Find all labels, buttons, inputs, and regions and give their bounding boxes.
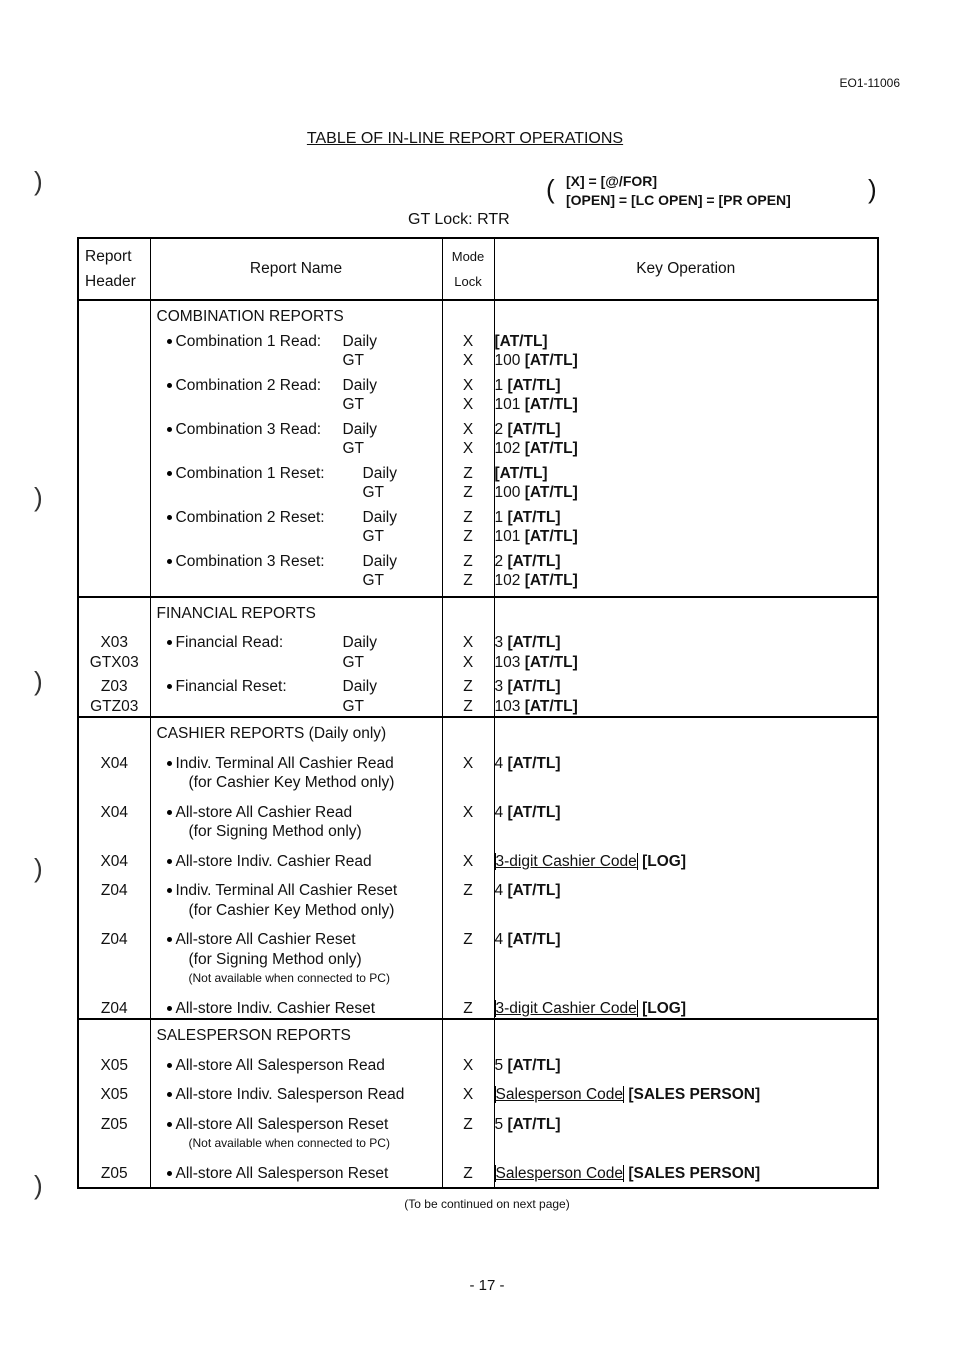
legend-close-paren: ) bbox=[868, 174, 877, 204]
document-id: EO1-11006 bbox=[839, 76, 900, 90]
bullet-icon bbox=[167, 1006, 172, 1011]
legend-line-1: [X] = [@/FOR] bbox=[566, 173, 658, 189]
report-header-cell bbox=[78, 300, 150, 597]
key-operation-cell: 3 [AT/TL] 103 [AT/TL] 3 [AT/TL] 103 [AT/TL] bbox=[494, 597, 878, 718]
bullet-icon bbox=[167, 810, 172, 815]
code-bracket bbox=[637, 853, 638, 870]
code-bracket bbox=[623, 1086, 624, 1103]
combination-1-reset: Combination 1 Reset: Daily GT bbox=[157, 464, 442, 503]
continued-note: (To be continued on next page) bbox=[404, 1197, 570, 1211]
report-name-cell bbox=[150, 1019, 442, 1188]
section-salesperson-reports bbox=[78, 1019, 878, 1188]
legend-line-2: [OPEN] = [LC OPEN] = [PR OPEN] bbox=[566, 192, 791, 208]
mode-lock-cell: X X X X X X Z Z Z Z Z Z bbox=[442, 300, 494, 597]
bullet-icon bbox=[167, 559, 172, 564]
bullet-icon bbox=[167, 1063, 172, 1068]
combination-2-reset: Combination 2 Reset: Daily GT bbox=[157, 508, 442, 547]
cashier-all-store-indiv-reset: All-store Indiv. Cashier Reset bbox=[157, 999, 442, 1019]
salesperson-indiv-read: All-store Indiv. Salesperson Read bbox=[157, 1085, 442, 1105]
binding-mark: ) bbox=[34, 853, 43, 883]
bullet-icon bbox=[167, 640, 172, 645]
col-header-report-header: Report Header bbox=[78, 238, 150, 300]
legend-open-paren: ( bbox=[546, 174, 555, 204]
section-title: COMBINATION REPORTS bbox=[156, 308, 344, 325]
cashier-all-store-read: All-store All Cashier Read (for Signing Method only) bbox=[157, 803, 442, 842]
key-operation-cell: [AT/TL] 100 [AT/TL] 1 [AT/TL] 101 [AT/TL] 2 [AT/TL] 102 [AT/TL] [AT/TL] 100 [AT/TL] 1 [AT/TL] 101 [AT/TL] 2 [AT/TL] 102 [AT/TL] bbox=[494, 300, 878, 597]
bullet-icon bbox=[167, 888, 172, 893]
combination-2-read: Combination 2 Read: Daily GT bbox=[157, 376, 442, 415]
section-title: SALESPERSON REPORTS bbox=[156, 1027, 351, 1044]
salesperson-all-reset: All-store All Salesperson Reset (Not available when connected to PC) bbox=[157, 1115, 442, 1154]
report-name-cell bbox=[150, 597, 442, 718]
section-combination-reports bbox=[78, 300, 878, 597]
binding-mark: ) bbox=[34, 166, 43, 196]
bullet-icon bbox=[167, 859, 172, 864]
table-header-row bbox=[78, 238, 878, 300]
bullet-icon bbox=[167, 684, 172, 689]
page-number: - 17 - bbox=[469, 1277, 505, 1294]
bullet-icon bbox=[167, 339, 172, 344]
binding-mark: ) bbox=[34, 666, 43, 696]
col-header-report-name: Report Name bbox=[150, 238, 442, 300]
col-header-key-operation: Key Operation bbox=[494, 238, 878, 300]
gt-lock-label: GT Lock: RTR bbox=[408, 211, 510, 228]
bullet-icon bbox=[167, 1171, 172, 1176]
key-operation-cell: 5 [AT/TL] Salesperson Code [SALES PERSON] 5 [AT/TL] Salesperson Code [SALES PERSON] bbox=[494, 1019, 878, 1188]
col-header-mode-lock: Mode Lock bbox=[442, 238, 494, 300]
page-title: TABLE OF IN-LINE REPORT OPERATIONS bbox=[306, 130, 624, 147]
report-operations-table bbox=[77, 237, 879, 1189]
key-legend bbox=[566, 172, 791, 210]
combination-3-reset: Combination 3 Reset: Daily GT bbox=[157, 552, 442, 591]
cashier-all-store-reset: All-store All Cashier Reset (for Signing Method only) (Not available when connected to PC) bbox=[157, 930, 442, 989]
mode-lock-cell: X X X Z Z Z bbox=[442, 717, 494, 1019]
combination-3-read: Combination 3 Read: Daily GT bbox=[157, 420, 442, 459]
combination-1-read: Combination 1 Read: Daily GT bbox=[157, 332, 442, 371]
salesperson-all-read: All-store All Salesperson Read bbox=[157, 1056, 442, 1076]
section-title: CASHIER REPORTS (Daily only) bbox=[156, 725, 387, 742]
mode-lock-cell: X X Z Z bbox=[442, 597, 494, 718]
cashier-all-store-indiv-read: All-store Indiv. Cashier Read bbox=[157, 852, 442, 872]
code-bracket bbox=[623, 1165, 624, 1182]
section-cashier-reports bbox=[78, 717, 878, 1019]
section-title: FINANCIAL REPORTS bbox=[156, 604, 316, 622]
key-operation-cell: 4 [AT/TL] 4 [AT/TL] 3-digit Cashier Code [LOG] 4 [AT/TL] 4 [AT/TL] 3-digit Cashier Code [LOG] bbox=[494, 717, 878, 1019]
financial-reset: Financial Reset: Daily GT bbox=[157, 677, 442, 716]
bullet-icon bbox=[167, 515, 172, 520]
bullet-icon bbox=[167, 383, 172, 388]
report-header-cell: X05 X05 Z05 Z05 bbox=[78, 1019, 150, 1188]
code-bracket bbox=[637, 1000, 638, 1017]
report-name-cell bbox=[150, 717, 442, 1019]
cashier-indiv-terminal-reset: Indiv. Terminal All Cashier Reset (for Cashier Key Method only) bbox=[157, 881, 442, 920]
cashier-indiv-terminal-read: Indiv. Terminal All Cashier Read (for Cashier Key Method only) bbox=[157, 754, 442, 793]
bullet-icon bbox=[167, 1122, 172, 1127]
bullet-icon bbox=[167, 471, 172, 476]
binding-mark: ) bbox=[34, 482, 43, 512]
report-header-cell: X04 X04 X04 Z04 Z04 Z04 bbox=[78, 717, 150, 1019]
report-name-cell bbox=[150, 300, 442, 597]
salesperson-all-reset-2: All-store All Salesperson Reset bbox=[157, 1164, 442, 1184]
report-header-cell: X03 GTX03 Z03 GTZ03 bbox=[78, 597, 150, 718]
financial-read: Financial Read: Daily GT bbox=[157, 633, 442, 672]
mode-lock-cell: X X Z Z bbox=[442, 1019, 494, 1188]
bullet-icon bbox=[167, 761, 172, 766]
bullet-icon bbox=[167, 427, 172, 432]
section-financial-reports bbox=[78, 597, 878, 718]
bullet-icon bbox=[167, 1092, 172, 1097]
bullet-icon bbox=[167, 937, 172, 942]
binding-mark: ) bbox=[34, 1170, 43, 1200]
